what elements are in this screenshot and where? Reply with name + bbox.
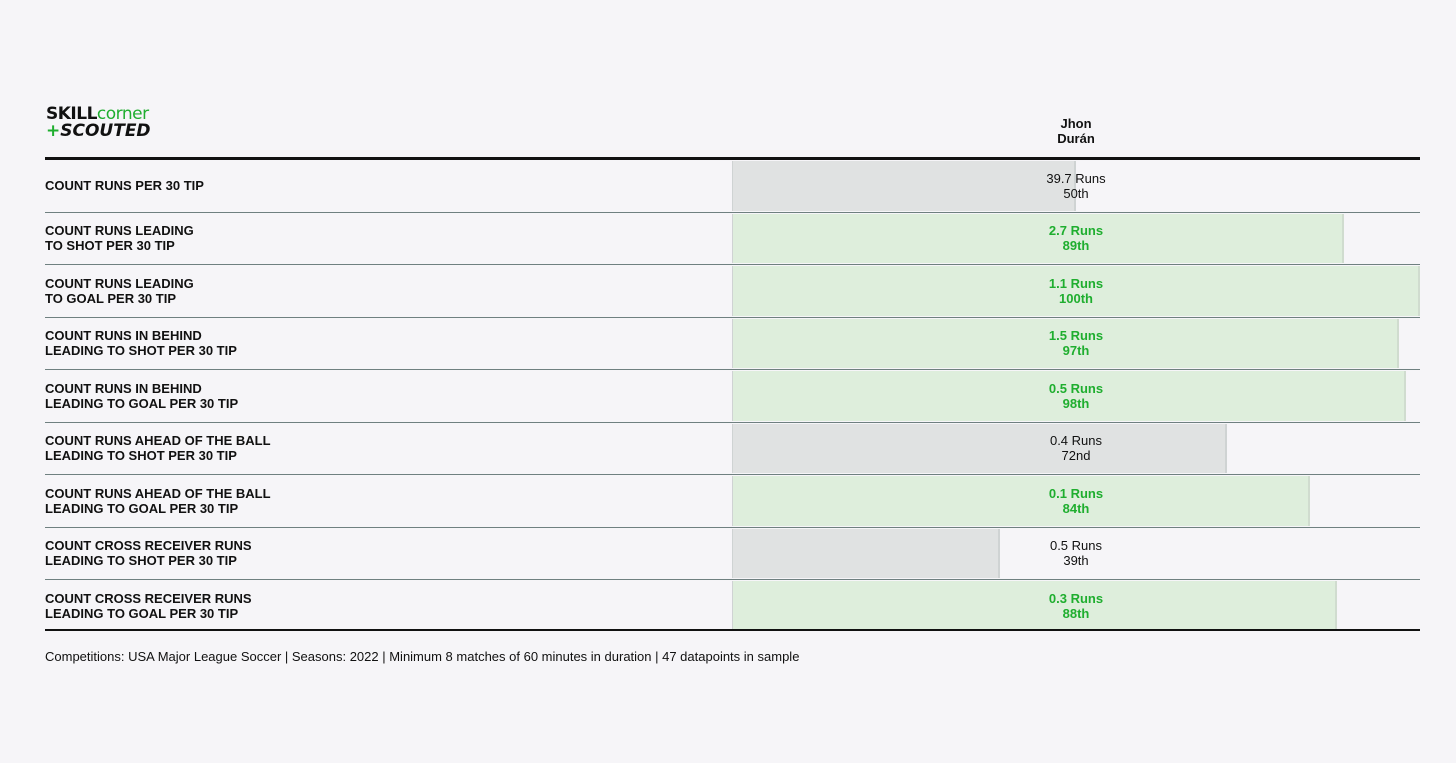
metric-runs-value: 0.1 Runs — [1048, 485, 1104, 501]
metric-row — [45, 213, 1420, 266]
skillcorner-scouted-logo — [46, 106, 151, 140]
logo-plus-text: + — [46, 121, 61, 141]
player-last-name: Durán — [1057, 131, 1095, 146]
metric-label: COUNT RUNS IN BEHIND LEADING TO SHOT PER 30 TIP — [45, 328, 237, 359]
metric-percentile-label: 97th — [1062, 343, 1090, 359]
percentile-bar — [732, 161, 1076, 211]
metric-label: COUNT CROSS RECEIVER RUNS LEADING TO SHOT PER 30 TIP — [45, 538, 252, 569]
logo-line-2 — [46, 123, 151, 140]
metric-row — [45, 318, 1420, 371]
table-bottom-rule — [45, 629, 1420, 631]
metric-label: COUNT RUNS LEADING TO GOAL PER 30 TIP — [45, 275, 194, 306]
metric-percentile-label: 88th — [1062, 605, 1090, 621]
metric-label: COUNT RUNS LEADING TO SHOT PER 30 TIP — [45, 223, 194, 254]
metric-runs-value: 0.3 Runs — [1048, 590, 1104, 606]
percentile-bar — [732, 476, 1310, 526]
metric-rows — [45, 160, 1420, 632]
logo-scouted-text: SCOUTED — [60, 121, 151, 141]
metric-percentile-label: 84th — [1062, 500, 1090, 516]
metric-percentile-label: 72nd — [1061, 448, 1091, 464]
metric-value — [1036, 213, 1116, 265]
footer-note: Competitions: USA Major League Soccer | Seasons: 2022 | Minimum 8 matches of 60 minutes in duration | 47 datapoints in sample — [45, 649, 800, 664]
metric-row — [45, 265, 1420, 318]
metric-value — [1036, 423, 1116, 475]
metric-row — [45, 423, 1420, 476]
metric-percentile-label: 100th — [1059, 290, 1093, 306]
logo-corner-text: corner — [96, 104, 149, 124]
percentile-bar — [732, 581, 1337, 631]
metric-runs-value: 0.4 Runs — [1049, 433, 1103, 449]
player-first-name: Jhon — [1060, 116, 1092, 131]
metric-row — [45, 370, 1420, 423]
percentile-bar — [732, 424, 1227, 474]
metric-row — [45, 475, 1420, 528]
metric-row — [45, 160, 1420, 213]
metric-runs-value: 1.1 Runs — [1048, 275, 1104, 291]
metric-runs-value: 2.7 Runs — [1048, 223, 1104, 239]
metric-value — [1036, 370, 1116, 422]
metric-percentile-label: 98th — [1062, 395, 1090, 411]
percentile-bar — [732, 529, 1000, 579]
metric-value — [1036, 265, 1116, 317]
metric-runs-value: 0.5 Runs — [1048, 380, 1104, 396]
metric-percentile-label: 89th — [1062, 238, 1090, 254]
metric-percentile-label: 39th — [1063, 553, 1089, 569]
logo-skill-text: SKILL — [46, 104, 97, 124]
metric-value — [1036, 160, 1116, 212]
metric-runs-value: 0.5 Runs — [1049, 538, 1103, 554]
metric-value — [1036, 475, 1116, 527]
metric-value — [1036, 528, 1116, 580]
metric-label: COUNT RUNS AHEAD OF THE BALL LEADING TO GOAL PER 30 TIP — [45, 485, 271, 516]
metric-label: COUNT RUNS IN BEHIND LEADING TO GOAL PER 30 TIP — [45, 380, 239, 411]
metric-percentile-label: 50th — [1063, 185, 1089, 201]
metric-value — [1036, 318, 1116, 370]
metric-label: COUNT RUNS AHEAD OF THE BALL LEADING TO SHOT PER 30 TIP — [45, 433, 271, 464]
metric-value — [1036, 580, 1116, 632]
metric-row — [45, 580, 1420, 632]
player-name-header — [1036, 116, 1116, 146]
metric-runs-value: 1.5 Runs — [1048, 328, 1104, 344]
metric-row — [45, 528, 1420, 581]
metric-runs-value: 39.7 Runs — [1046, 170, 1106, 186]
metric-label: COUNT CROSS RECEIVER RUNS LEADING TO GOAL PER 30 TIP — [45, 590, 252, 621]
metric-label: COUNT RUNS PER 30 TIP — [45, 178, 204, 194]
